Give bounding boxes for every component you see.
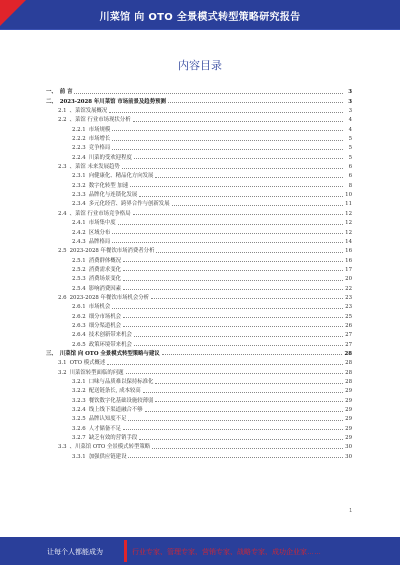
toc-leader-dots	[155, 401, 343, 402]
toc-entry-text: 品牌认知度不足	[88, 416, 127, 423]
toc-entry[interactable]	[46, 394, 352, 403]
toc-entry-page: 23	[345, 304, 352, 311]
toc-entry-page: 3	[348, 98, 352, 105]
toc-entry-text: 配送链条长, 成本较高	[88, 388, 141, 395]
toc-leader-dots	[123, 326, 343, 327]
toc-entry-page: 12	[345, 220, 352, 227]
toc-entry-number: 2.5.2	[72, 266, 86, 273]
report-title: 川菜馆 向 OTO 全景模式转型策略研究报告	[99, 12, 301, 23]
toc-entry-page: 30	[345, 453, 352, 460]
toc-entry[interactable]	[46, 348, 352, 357]
toc-entry-text: 、川菜馆 OTO 全景模式转型策略	[69, 444, 151, 451]
toc-leader-dots	[151, 298, 343, 299]
toc-leader-dots	[155, 383, 343, 384]
toc-entry-number: 2.4.1	[72, 220, 86, 227]
toc-entry-text: 口味与品质难以保持标准化	[88, 379, 154, 385]
toc-entry[interactable]	[46, 198, 352, 207]
toc-entry-number: 2.6	[58, 294, 67, 301]
page-number: 1	[349, 508, 352, 514]
toc-entry[interactable]	[46, 217, 352, 226]
toc-entry[interactable]	[46, 329, 352, 338]
toc-entry-number: 一、	[46, 89, 57, 96]
toc-entry[interactable]	[46, 320, 352, 329]
toc-entry-number: 3.2	[58, 369, 67, 376]
toc-entry-text: 市场机会	[88, 304, 111, 311]
toc-entry[interactable]	[46, 273, 352, 282]
toc-entry-number: 3.2.3	[72, 397, 86, 404]
toc-entry[interactable]	[46, 170, 352, 179]
table-of-contents	[46, 86, 352, 460]
toc-leader-dots	[128, 457, 343, 458]
toc-entry-page: 4	[348, 117, 352, 124]
toc-entry-page: 28	[345, 360, 352, 367]
toc-entry-page: 3	[348, 108, 352, 115]
toc-entry[interactable]	[46, 366, 352, 375]
toc-leader-dots	[128, 420, 343, 421]
toc-entry-text: 消费场景变化	[88, 276, 122, 283]
toc-entry-page: 27	[345, 341, 352, 348]
toc-entry-page: 23	[345, 294, 352, 301]
toc-entry-text: 前 言	[59, 89, 73, 96]
toc-entry-number: 2.5	[58, 248, 67, 255]
toc-entry[interactable]	[46, 254, 352, 263]
toc-entry-number: 2.3	[58, 164, 67, 171]
toc-entry[interactable]	[46, 413, 352, 422]
toc-entry-text: 2023-2028 年川菜馆 市场前景及趋势预测	[59, 98, 166, 105]
toc-entry[interactable]	[46, 404, 352, 413]
toc-entry[interactable]	[46, 133, 352, 142]
toc-entry-number: 2.2.4	[72, 154, 86, 161]
toc-entry[interactable]	[46, 264, 352, 273]
toc-entry-text: 技术创新带来机会	[88, 332, 132, 339]
toc-entry-text: 、菜馆发展概况	[69, 108, 108, 115]
toc-entry-number: 3.2.5	[72, 416, 86, 423]
toc-entry[interactable]	[46, 95, 352, 104]
toc-entry-number: 2.6.5	[72, 341, 86, 348]
toc-leader-dots	[134, 336, 343, 337]
toc-entry-text: 川菜馆 向 OTO 全景模式转型策略与建议	[59, 350, 160, 357]
toc-entry-page: 29	[345, 435, 352, 442]
page-footer	[0, 537, 400, 565]
toc-leader-dots	[112, 130, 343, 131]
toc-entry-page: 17	[345, 266, 352, 273]
toc-leader-dots	[133, 121, 343, 122]
toc-leader-dots	[123, 317, 343, 318]
toc-entry-page: 8	[348, 182, 352, 189]
toc-entry-page: 28	[344, 350, 352, 357]
toc-entry-text: 线上线下渠道融合不够	[88, 407, 143, 414]
toc-entry[interactable]	[46, 441, 352, 450]
toc-leader-dots	[156, 252, 343, 253]
toc-leader-dots	[112, 140, 343, 141]
toc-entry-number: 3.2.6	[72, 425, 86, 432]
toc-entry[interactable]	[46, 151, 352, 160]
toc-leader-dots	[134, 345, 343, 346]
toc-entry[interactable]	[46, 226, 352, 235]
toc-leader-dots	[74, 93, 343, 94]
toc-entry[interactable]	[46, 161, 352, 170]
toc-entry-page: 12	[345, 229, 352, 236]
toc-leader-dots	[123, 429, 343, 430]
toc-entry-text: 影响消费因素	[88, 285, 122, 292]
toc-entry-number: 3.2.1	[72, 379, 86, 385]
toc-entry[interactable]	[46, 292, 352, 301]
toc-entry-page: 5	[348, 154, 352, 161]
toc-entry-number: 2.6.3	[72, 322, 86, 329]
toc-leader-dots	[123, 280, 343, 281]
toc-entry-number: 2.3.2	[72, 182, 86, 189]
toc-leader-dots	[112, 149, 343, 150]
toc-leader-dots	[118, 224, 343, 225]
toc-leader-dots	[107, 364, 343, 365]
toc-entry-number: 3.1	[58, 360, 67, 367]
toc-entry[interactable]	[46, 142, 352, 151]
toc-entry-page: 16	[345, 257, 352, 264]
toc-entry-text: 川菜的受欢迎程度	[88, 154, 132, 161]
toc-entry-page: 11	[345, 201, 352, 208]
toc-entry-text: 消费需求变化	[88, 266, 122, 273]
toc-leader-dots	[162, 354, 343, 355]
footer-tags: 行业专家、管理专家、营销专家、战略专家、成功企业家……	[132, 549, 321, 556]
toc-leader-dots	[112, 242, 343, 243]
toc-entry-page: 4	[348, 126, 352, 133]
toc-leader-dots	[123, 270, 343, 271]
toc-entry-page: 28	[345, 379, 352, 385]
toc-leader-dots	[155, 177, 343, 178]
toc-entry-text: 细分市场机会	[88, 313, 122, 320]
toc-entry-text: 政策环境带来机会	[88, 341, 132, 348]
toc-leader-dots	[126, 373, 344, 374]
toc-entry-page: 30	[345, 444, 352, 451]
toc-entry-number: 2.1	[58, 108, 67, 115]
toc-entry[interactable]	[46, 376, 352, 385]
toc-entry-number: 3.3.1	[72, 453, 86, 460]
toc-entry[interactable]	[46, 236, 352, 245]
toc-leader-dots	[143, 392, 343, 393]
toc-entry-text: 2023-2028 年餐饮市场机会分析	[69, 294, 150, 301]
toc-entry[interactable]	[46, 245, 352, 254]
toc-entry-text: 加强供应链建设	[88, 453, 127, 460]
toc-entry-page: 20	[345, 276, 352, 283]
toc-entry[interactable]	[46, 385, 352, 394]
toc-entry-number: 2.5.4	[72, 285, 86, 292]
toc-entry[interactable]	[46, 179, 352, 188]
toc-entry[interactable]	[46, 282, 352, 291]
toc-entry-number: 2.2.1	[72, 126, 86, 133]
toc-entry-page: 29	[345, 416, 352, 423]
toc-entry[interactable]	[46, 114, 352, 123]
toc-entry-page: 12	[345, 210, 352, 217]
toc-entry-number: 2.2	[58, 117, 67, 124]
toc-leader-dots	[139, 439, 343, 440]
toc-leader-dots	[168, 102, 343, 103]
toc-entry[interactable]	[46, 310, 352, 319]
toc-entry-number: 2.2.2	[72, 136, 86, 143]
toc-entry-text: 市场规模	[88, 126, 111, 133]
toc-entry-page: 29	[345, 388, 352, 395]
toc-entry-number: 2.6.2	[72, 313, 86, 320]
toc-entry-number: 2.4.3	[72, 238, 86, 245]
toc-entry[interactable]	[46, 86, 352, 95]
toc-entry-number: 2.5.1	[72, 257, 86, 264]
toc-leader-dots	[134, 158, 343, 159]
toc-entry-page: 29	[345, 425, 352, 432]
toc-entry-text: 数字化转型 加速	[88, 182, 129, 189]
toc-entry[interactable]	[46, 422, 352, 431]
toc-title: 内容目录	[178, 59, 222, 72]
toc-leader-dots	[122, 168, 343, 169]
toc-entry-number: 2.4	[58, 210, 67, 217]
toc-entry-text: 人才储备不足	[88, 425, 122, 432]
toc-entry-page: 29	[345, 407, 352, 414]
toc-entry[interactable]	[46, 357, 352, 366]
toc-entry[interactable]	[46, 105, 352, 114]
toc-entry-text: 区域分布	[88, 229, 111, 236]
toc-leader-dots	[112, 233, 343, 234]
toc-entry-number: 2.6.1	[72, 304, 86, 311]
toc-entry[interactable]	[46, 123, 352, 132]
toc-entry-number: 2.3.3	[72, 192, 86, 199]
toc-entry-number: 2.3.1	[72, 173, 86, 180]
toc-leader-dots	[123, 289, 343, 290]
toc-entry-page: 3	[348, 89, 352, 96]
toc-entry-number: 3.2.7	[72, 435, 86, 442]
footer-accent-bar	[124, 540, 127, 562]
report-header	[0, 0, 400, 30]
toc-entry-page: 6	[348, 164, 352, 171]
toc-entry-number: 2.5.3	[72, 276, 86, 283]
toc-entry-page: 14	[345, 238, 352, 245]
toc-entry-number: 二、	[46, 98, 57, 105]
toc-entry-number: 三、	[46, 350, 57, 357]
toc-entry-text: 、菜馆 行业市场竞争格局	[69, 210, 131, 217]
toc-entry-number: 2.2.3	[72, 145, 86, 152]
toc-entry[interactable]	[46, 450, 352, 459]
toc-leader-dots	[139, 196, 343, 197]
toc-entry-number: 3.2.2	[72, 388, 86, 395]
toc-leader-dots	[152, 448, 343, 449]
toc-entry-text: 品牌格局	[88, 238, 111, 245]
footer-slogan: 让每个人都能成为	[47, 549, 103, 556]
toc-entry-page: 5	[348, 136, 352, 143]
toc-leader-dots	[172, 205, 343, 206]
toc-entry-page: 27	[345, 332, 352, 339]
toc-entry-page: 29	[345, 397, 352, 404]
toc-entry[interactable]	[46, 207, 352, 216]
toc-leader-dots	[123, 261, 343, 262]
toc-leader-dots	[133, 214, 343, 215]
toc-entry-text: 、菜馆 行业市场现状分析	[69, 117, 131, 124]
toc-entry-text: 缺乏有效的营销手段	[88, 435, 138, 442]
toc-entry-text: 餐饮数字化基础设施较薄弱	[88, 397, 154, 404]
toc-entry-text: 竞争格局	[88, 145, 111, 152]
toc-entry-number: 3.3	[58, 444, 67, 451]
toc-entry-page: 22	[345, 285, 352, 292]
toc-entry-text: 消费群体概况	[88, 257, 122, 264]
toc-entry-text: 细分渠道机会	[88, 322, 122, 329]
toc-leader-dots	[112, 308, 343, 309]
toc-entry-text: 2023-2028 年餐饮市场消费者分析	[69, 248, 155, 255]
toc-entry-page: 5	[348, 145, 352, 152]
toc-entry-page: 6	[348, 173, 352, 180]
toc-entry[interactable]	[46, 338, 352, 347]
toc-entry-text: 多元化经营、跨界合作与创新发展	[88, 201, 170, 208]
toc-entry-page: 16	[345, 248, 352, 255]
toc-entry-number: 3.2.4	[72, 407, 86, 414]
toc-leader-dots	[109, 112, 343, 113]
toc-entry-text: 品牌化与连锁化发展	[88, 192, 138, 199]
toc-leader-dots	[130, 186, 343, 187]
toc-entry-page: 10	[345, 192, 352, 199]
toc-entry-text: OTO 模式概述	[69, 360, 106, 367]
toc-entry-page: 28	[345, 369, 352, 376]
toc-entry[interactable]	[46, 432, 352, 441]
toc-entry-text: 市场增长	[88, 136, 111, 143]
toc-leader-dots	[145, 411, 343, 412]
header-rule	[0, 29, 400, 30]
toc-entry-page: 25	[345, 313, 352, 320]
toc-entry-page: 26	[345, 322, 352, 329]
toc-entry-text: 川菜馆转型面临的问题	[69, 369, 124, 376]
toc-entry-number: 2.4.2	[72, 229, 86, 236]
toc-entry[interactable]	[46, 301, 352, 310]
toc-entry-text: 向健康化、精品化方向发展	[88, 173, 154, 180]
toc-entry-number: 2.3.4	[72, 201, 86, 208]
toc-entry-text: 市场集中度	[88, 220, 116, 227]
toc-entry-number: 2.6.4	[72, 332, 86, 339]
toc-entry-text: 、菜馆 未来发展趋势	[69, 164, 120, 171]
toc-entry[interactable]	[46, 189, 352, 198]
